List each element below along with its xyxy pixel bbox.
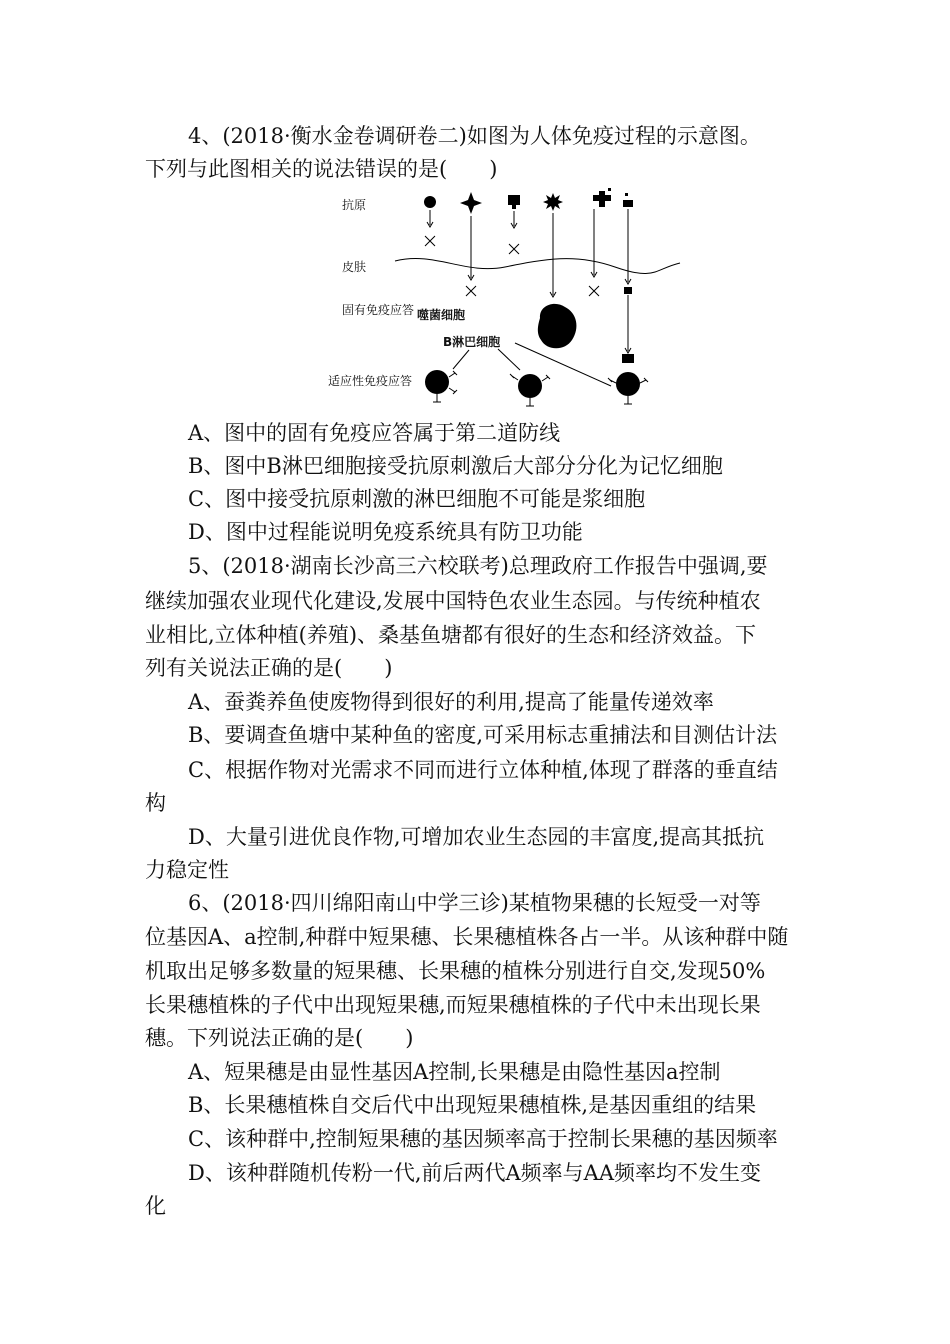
q5-stem-line-2: 继续加强农业现代化建设,发展中国特色农业生态园。与传统种植农 xyxy=(145,589,761,613)
antigen-cross-icon xyxy=(593,191,611,207)
q5-option-d-line-2: 力稳定性 xyxy=(145,858,229,882)
q5-option-c-line-1: C、根据作物对光需求不同而进行立体种植,体现了群落的垂直结 xyxy=(188,758,778,782)
q6-option-d-line-1: D、该种群随机传粉一代,前后两代A频率与AA频率均不发生变 xyxy=(188,1161,762,1185)
q5-stem-line-3: 业相比,立体种植(养殖)、桑基鱼塘都有很好的生态和经济效益。下 xyxy=(145,623,757,647)
q4-stem-line-1: 4、(2018·衡水金卷调研卷二)如图为人体免疫过程的示意图。 xyxy=(188,124,761,148)
phagocyte-cell-icon xyxy=(538,304,577,348)
q6-option-c: C、该种群中,控制短果穗的基因频率高于控制长果穗的基因频率 xyxy=(188,1127,778,1151)
q6-option-a: A、短果穗是由显性基因A控制,长果穗是由隐性基因a控制 xyxy=(188,1060,721,1084)
q4-option-a: A、图中的固有免疫应答属于第二道防线 xyxy=(188,421,561,445)
q5-option-a: A、蚕粪养鱼使废物得到很好的利用,提高了能量传递效率 xyxy=(188,690,714,714)
antigen-spiky-icon xyxy=(543,193,563,211)
label-innate-immunity: 固有免疫应答 xyxy=(342,303,415,317)
q4-option-c: C、图中接受抗原刺激的淋巴细胞不可能是浆细胞 xyxy=(188,487,646,511)
antigen-small-square-icon xyxy=(623,200,633,207)
q5-stem-line-1: 5、(2018·湖南长沙高三六校联考)总理政府工作报告中强调,要 xyxy=(188,554,768,578)
antigen-square-stem-icon xyxy=(508,195,520,209)
antigen-star-icon xyxy=(460,192,482,214)
q6-stem-line-1: 6、(2018·四川绵阳南山中学三诊)某植物果穗的长短受一对等 xyxy=(188,891,761,915)
q6-stem-line-4: 长果穗植株的子代中出现短果穗,而短果穗植株的子代中未出现长果 xyxy=(145,993,761,1017)
q4-stem-line-2: 下列与此图相关的说法错误的是( ) xyxy=(145,157,498,181)
q4-option-d: D、图中过程能说明免疫系统具有防卫功能 xyxy=(188,520,583,544)
q6-option-d-line-2: 化 xyxy=(145,1194,166,1218)
antigen-passed-icon xyxy=(624,287,632,294)
q5-option-b: B、要调查鱼塘中某种鱼的密度,可采用标志重捕法和目测估计法 xyxy=(188,723,778,747)
q6-stem-line-3: 机取出足够多数量的短果穗、长果穗的植株分别进行自交,发现50% xyxy=(145,959,766,983)
label-b-lymphocyte: B淋巴细胞 xyxy=(443,335,501,349)
label-adaptive-immunity: 适应性免疫应答 xyxy=(328,374,413,388)
label-skin: 皮肤 xyxy=(342,260,367,274)
arrows xyxy=(427,209,631,353)
antigen-circle-icon xyxy=(424,196,436,208)
b-lymphocyte-cell-3-icon xyxy=(608,354,648,404)
b-lymphocyte-cell-2-icon xyxy=(510,374,550,406)
q5-option-c-line-2: 构 xyxy=(145,791,166,815)
b-lymphocyte-cell-1-icon xyxy=(425,370,457,402)
label-phagocyte: 噬菌细胞 xyxy=(417,308,466,322)
q6-stem-line-2: 位基因A、a控制,种群中短果穗、长果穗植株各占一半。从该种群中随 xyxy=(145,925,789,949)
q5-option-d-line-1: D、大量引进优良作物,可增加农业生态园的丰富度,提高其抵抗 xyxy=(188,825,765,849)
label-antigen: 抗原 xyxy=(342,198,367,212)
immune-process-diagram xyxy=(325,183,685,418)
q6-option-b: B、长果穗植株自交后代中出现短果穗植株,是基因重组的结果 xyxy=(188,1093,757,1117)
q6-stem-line-5: 穗。下列说法正确的是( ) xyxy=(145,1026,414,1050)
antigen-dot-icon xyxy=(608,188,611,191)
skin-line xyxy=(395,259,680,274)
antigen-dot-icon xyxy=(625,193,628,196)
q5-stem-line-4: 列有关说法正确的是( ) xyxy=(145,656,393,680)
q4-option-b: B、图中B淋巴细胞接受抗原刺激后大部分分化为记忆细胞 xyxy=(188,454,723,478)
